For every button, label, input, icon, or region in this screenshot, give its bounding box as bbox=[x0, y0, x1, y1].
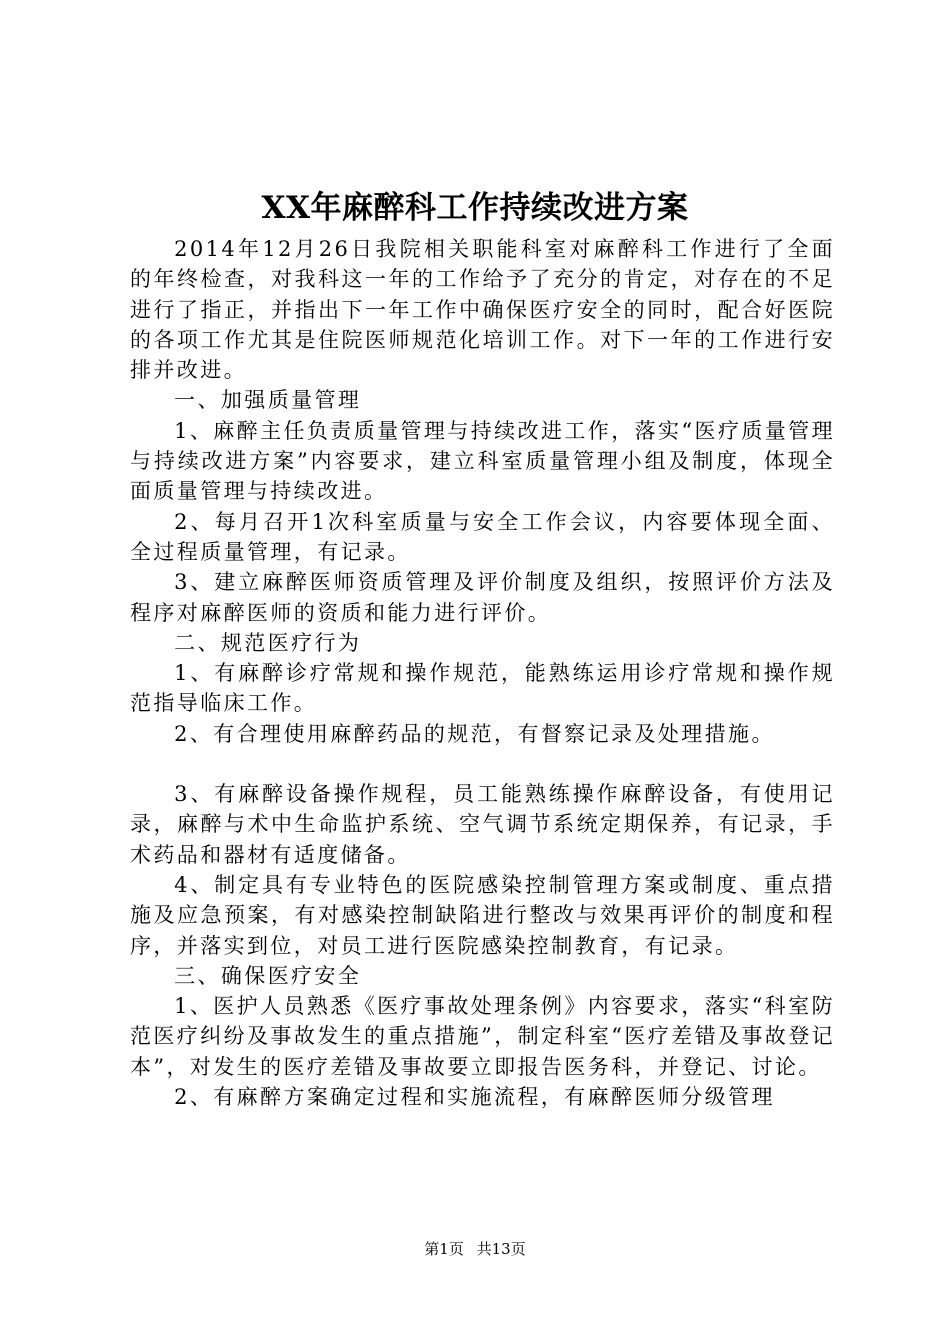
section-heading-2: 二、规范医疗行为 bbox=[174, 630, 362, 655]
list-item: 1、有麻醉诊疗常规和操作规范，能熟练运用诊疗常规和操作规范指导临床工作。 bbox=[130, 661, 835, 716]
page-footer bbox=[0, 1238, 950, 1260]
section-heading-1: 一、加强质量管理 bbox=[174, 388, 362, 413]
list-item: 1、麻醉主任负责质量管理与持续改进工作，落实“医疗质量管理与持续改进方案”内容要求，建立科室质量管理小组及制度，体现全面质量管理与持续改进。 bbox=[130, 418, 835, 504]
list-item: 4、制定具有专业特色的医院感染控制管理方案或制度、重点措施及应急预案，有对感染控制缺陷进行整改与效果再评价的制度和程序，并落实到位，对员工进行医院感染控制教育，有记录。 bbox=[130, 872, 835, 958]
page-number: 第1页 bbox=[424, 1240, 464, 1258]
list-item: 2、有合理使用麻醉药品的规范，有督察记录及处理措施。 bbox=[174, 721, 775, 746]
list-item: 3、有麻醉设备操作规程，员工能熟练操作麻醉设备，有使用记录，麻醉与术中生命监护系统、空气调节系统定期保养，有记录，手术药品和器材有适度储备。 bbox=[130, 782, 835, 867]
list-item: 1、医护人员熟悉《医疗事故处理条例》内容要求，落实“科室防范医疗纠纷及事故发生的重点措施”，制定科室“医疗差错及事故登记本”，对发生的医疗差错及事故要立即报告医务科，并登记、讨论。 bbox=[130, 994, 835, 1079]
page-total: 共13页 bbox=[476, 1240, 526, 1258]
section-heading-3: 三、确保医疗安全 bbox=[174, 963, 362, 988]
list-item: 2、有麻醉方案确定过程和实施流程，有麻醉医师分级管理 bbox=[174, 1085, 775, 1110]
list-item: 3、建立麻醉医师资质管理及评价制度及组织，按照评价方法及程序对麻醉医师的资质和能力进行评价。 bbox=[130, 570, 835, 625]
paragraph-intro: 2014年12月26日我院相关职能科室对麻醉科工作进行了全面的年终检查，对我科这一年的工作给予了充分的肯定，对存在的不足进行了指正，并指出下一年工作中确保医疗安全的同时，配合好医院的各项工作尤其是住院医师规范化培训工作。对下一年的工作进行安排并改进。 bbox=[130, 237, 835, 383]
document-title: XX年麻醉科工作持续改进方案 bbox=[261, 190, 689, 226]
document-body bbox=[130, 234, 835, 1112]
list-item: 2、每月召开1次科室质量与安全工作会议，内容要体现全面、全过程质量管理，有记录。 bbox=[130, 509, 835, 564]
